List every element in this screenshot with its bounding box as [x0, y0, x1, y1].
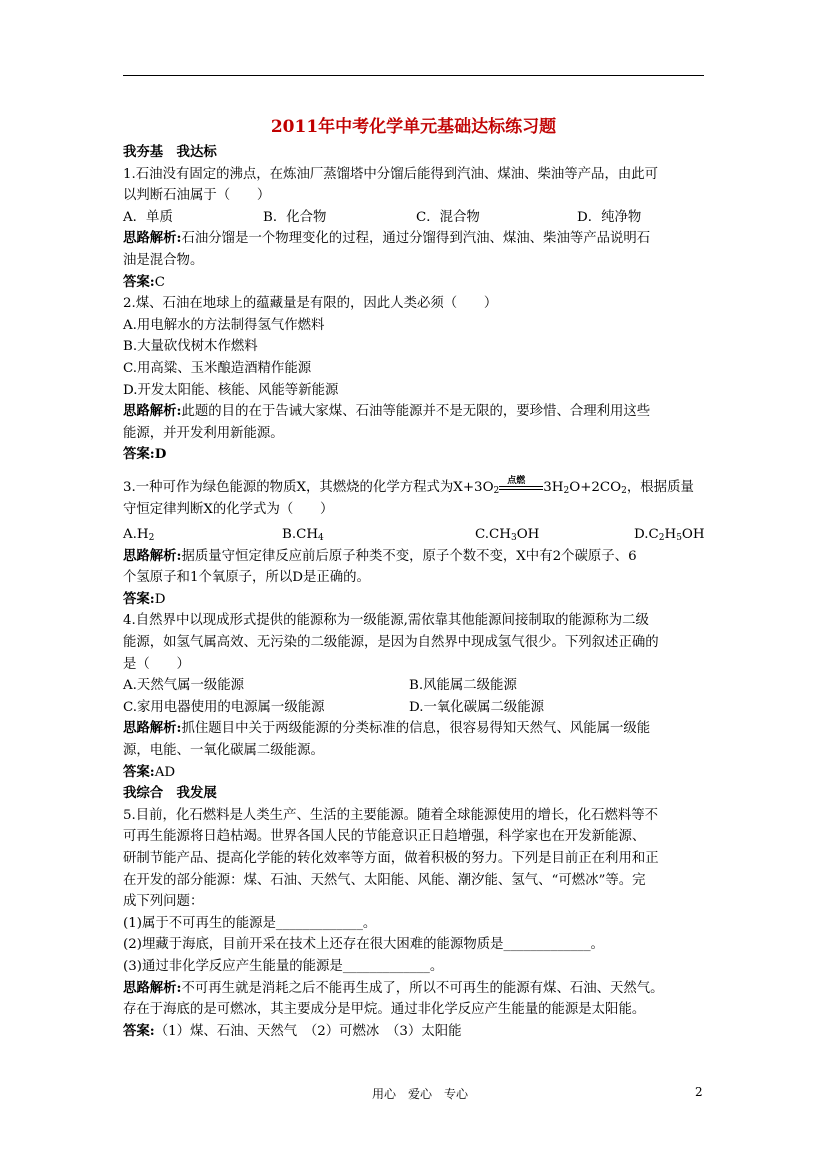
q4-option-c: C.家用电器使用的电源属一级能源 [123, 699, 325, 715]
q2-answer: D [154, 446, 167, 463]
q3-option-b: $B.CH_4$ [282, 527, 324, 544]
q5-sub-question-2: (2)埋藏于海底，目前开采在技术上还存在很大困难的能源物质是_____________。 [123, 937, 604, 953]
q1-option-b: B．化合物 [263, 209, 327, 225]
header-rule [123, 75, 704, 76]
q4-option-a: A.天然气属一级能源 [123, 678, 245, 694]
q5-analysis-text: 不可再生就是消耗之后不能再生成了，所以不可再生的能源有煤、石油、天然气。 [181, 980, 664, 996]
q1-option-d: D．纯净物 [577, 209, 642, 225]
q3-analysis-line2: 个氢原子和1个氧原子，所以D是正确的。 [123, 570, 370, 586]
q5-stem-line1: 5.目前，化石燃料是人类生产、生活的主要能源。随着全球能源使用的增长，化石燃料等不 [123, 807, 659, 823]
page-number: 2 [695, 1085, 703, 1099]
q1-options [123, 207, 707, 229]
q2-option-a: A.用电解水的方法制得氢气作燃料 [123, 317, 325, 333]
q4-analysis-text: 抓住题目中关于两级能源的分类标准的信息，很容易得知天然气、风能属一级能 [181, 721, 651, 737]
footer-motto: 用心 爱心 专心 [372, 1087, 469, 1101]
q5-analysis-label: 思路解析: [123, 979, 182, 996]
q2-stem: 2.煤、石油在地球上的蕴藏量是有限的，因此人类必须（ ） [123, 296, 498, 312]
section-heading-1: 我夯基 我达标 [123, 144, 217, 160]
q3-stem-line1: 3.一种可作为绿色能源的物质X，其燃烧的化学方程式为$X+3O_2$ 点燃 $3H_2O+2CO_2$，根据质量 [123, 477, 707, 499]
q4-option-d: D.一氧化碳属二级能源 [409, 699, 545, 715]
q3-stem-line2: 守恒定律判断X的化学式为（ ） [123, 501, 334, 517]
q3-options [123, 524, 707, 546]
q5-stem-line4: 在开发的部分能源：煤、石油、天然气、太阳能、风能、潮汐能、氢气、“可燃冰”等。完 [123, 872, 646, 888]
q5-stem-line5: 成下列问题： [123, 894, 204, 910]
q4-answer-label: 答案: [123, 763, 155, 780]
page-title: 2011年中考化学单元基础达标练习题 [270, 117, 557, 137]
q5-sub-question-1: (1)属于不可再生的能源是_____________。 [123, 915, 377, 931]
q4-options-row1 [123, 675, 707, 697]
q5-answer: （1）煤、石油、天然气 （2）可燃冰 （3）太阳能 [154, 1023, 462, 1039]
q2-answer-label: 答案: [123, 446, 155, 463]
q4-analysis-label: 思路解析: [123, 720, 182, 737]
q1-option-a: A．单质 [123, 209, 173, 225]
reaction-condition: 点燃 [507, 476, 526, 487]
q3-option-a: $A.H_2$ [123, 527, 155, 544]
q4-analysis-line2: 源，电能、一氧化碳属二级能源。 [123, 743, 324, 759]
q2-analysis-label: 思路解析: [123, 403, 182, 420]
q1-option-c: C．混合物 [416, 209, 480, 225]
q2-option-c: C.用高粱、玉米酿造酒精作能源 [123, 360, 312, 376]
q3-option-d: $D.C_2H_5OH$ [634, 527, 705, 544]
q4-stem-line1: 4.自然界中以现成形式提供的能源称为一级能源,需依靠其他能源间接制取的能源称为二级 [123, 613, 649, 629]
document-body [123, 142, 707, 1042]
q4-stem-line3: 是（ ） [123, 656, 190, 672]
q1-analysis-label: 思路解析: [123, 230, 182, 247]
q5-answer-label: 答案: [123, 1022, 155, 1039]
q2-option-d: D.开发太阳能、核能、风能等新能源 [123, 382, 339, 398]
q3-option-c: $C.CH_3OH$ [475, 527, 540, 544]
q2-analysis-text: 此题的目的在于告诫大家煤、石油等能源并不是无限的，要珍惜、合理利用这些 [181, 404, 651, 420]
q3-stem-text: 3.一种可作为绿色能源的物质X，其燃烧的化学方程式为X+3O [123, 479, 494, 495]
section-heading-2: 我综合 我发展 [123, 785, 217, 802]
q4-stem-line2: 能源，如氢气属高效、无污染的二级能源，是因为自然界中现成氢气很少。下列叙述正确的 [123, 635, 659, 651]
q2-analysis-line2: 能源，并开发利用新能源。 [123, 425, 284, 441]
q1-answer: C [154, 274, 165, 290]
q1-answer-label: 答案: [123, 273, 155, 290]
q1-analysis-text: 石油分馏是一个物理变化的过程，通过分馏得到汽油、煤油、柴油等产品说明石 [181, 231, 651, 247]
equation-arrow [499, 476, 543, 494]
q5-sub-question-3: (3)通过非化学反应产生能量的能源是_____________。 [123, 958, 444, 974]
q4-option-b: B.风能属二级能源 [409, 678, 517, 694]
q4-answer: AD [154, 764, 176, 780]
q5-stem-line3: 研制节能产品、提高化学能的转化效率等方面，做着积极的努力。下列是目前正在利用和正 [123, 851, 659, 866]
q3-answer: D [154, 591, 166, 607]
q3-answer-label: 答案: [123, 590, 155, 607]
q2-option-b: B.大量砍伐树木作燃料 [123, 339, 258, 355]
q1-stem-line1: 1.石油没有固定的沸点，在炼油厂蒸馏塔中分馏后能得到汽油、煤油、柴油等产品，由此可 [123, 166, 659, 182]
q3-analysis-text: 据质量守恒定律反应前后原子种类不变，原子个数不变，X中有2个碳原子、6 [181, 548, 637, 564]
q5-stem-line2: 可再生能源将日趋枯竭。世界各国人民的节能意识正日趋增强，科学家也在开发新能源、 [123, 829, 646, 845]
q1-analysis-line2: 油是混合物。 [123, 252, 204, 268]
q3-stem-tail: ，根据质量 [626, 479, 694, 495]
q5-analysis-line2: 存在于海底的是可燃冰，其主要成分是甲烷。通过非化学反应产生能量的能源是太阳能。 [123, 1002, 646, 1018]
q3-analysis-label: 思路解析: [123, 547, 182, 564]
q4-options-row2 [123, 697, 707, 719]
q1-stem-line2: 以判断石油属于（ ） [123, 188, 271, 204]
